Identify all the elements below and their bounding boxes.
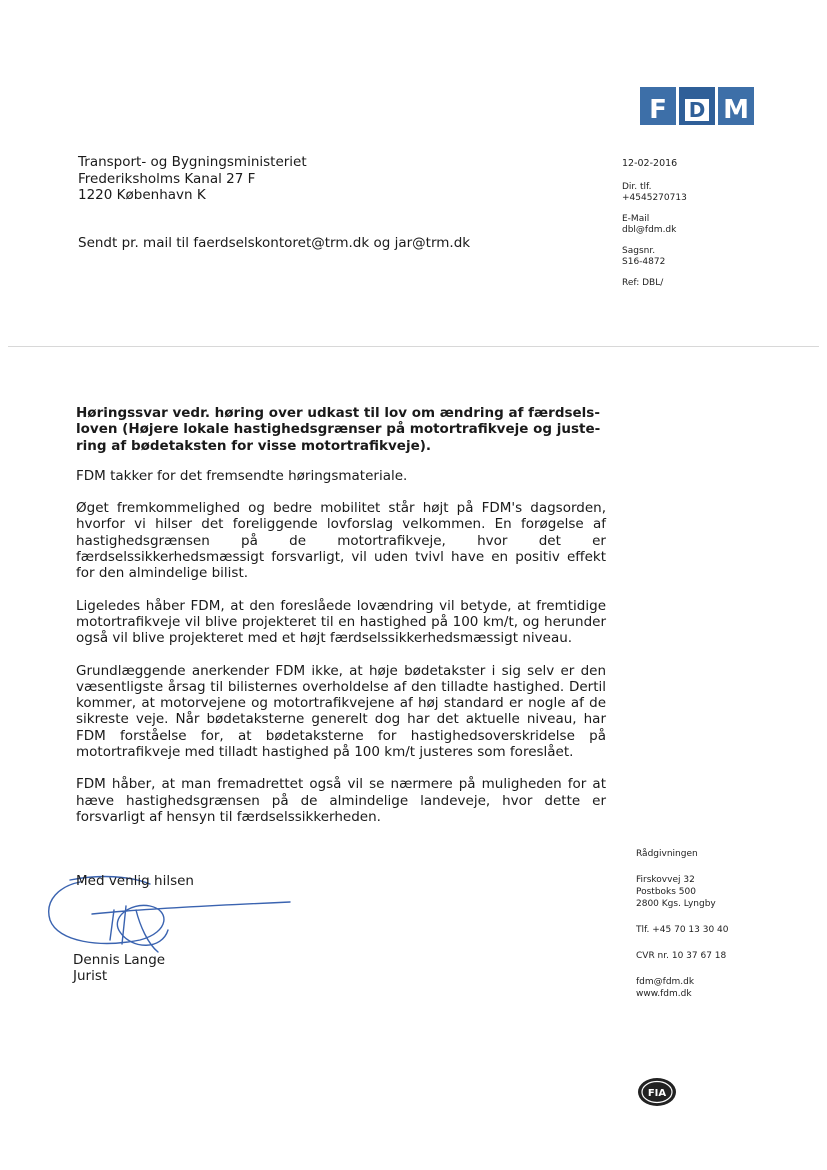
meta-phone-label: Dir. tlf. [622, 181, 652, 192]
footer-web: www.fdm.dk [636, 989, 692, 999]
recipient-line: Transport- og Bygningsministeriet [78, 154, 307, 170]
logo-tile-m: M [718, 87, 754, 125]
paragraph: Øget fremkommelighed og bedre mobilitet står højt på FDM's dagsorden, hvorfor vi hilser det foreliggende lovforslag velkommen. En forøgelse af hastighedsgrænsen på de motortrafikveje, hvor det er færdselssikkerhedsmæssigt forsvarligt, vil uden tvivl have en positiv effekt for den almindelige bilist. [76, 500, 606, 582]
letter-date: 12-02-2016 [622, 158, 678, 169]
fia-logo-text: FIA [647, 1088, 667, 1099]
signer-title: Jurist [73, 968, 108, 985]
footer-org: Rådgivningen [636, 849, 698, 859]
paragraph: Ligeledes håber FDM, at den foreslåede lovændring vil betyde, at fremtidige motortrafikveje vil blive projekteret til en hastighed på 100 km/t, og herunder også vil blive projekteret med et højt færdselssikkerhedsmæssigt niveau. [76, 597, 606, 647]
meta-email [622, 214, 687, 237]
recipient-address [78, 154, 307, 204]
meta-case [622, 246, 687, 269]
paragraph: FDM håber, at man fremadrettet også vil se nærmere på muligheden for at hæve hastighedsgrænsen på de almindelige landeveje, hvor dette er forsvarligt af hensyn til færdselssikkerheden. [76, 776, 606, 825]
sent-line: Sendt pr. mail til faerdselskontoret@trm.dk og jar@trm.dk [78, 235, 471, 251]
recipient-line: 1220 København K [78, 187, 206, 203]
fia-logo [636, 1076, 678, 1108]
divider [8, 346, 819, 347]
meta-ref: Ref: DBL/ [622, 277, 664, 288]
footer-email: fdm@fdm.dk [636, 977, 695, 987]
meta-case-value: S16-4872 [622, 257, 666, 267]
fdm-logo [640, 87, 754, 125]
meta-phone [622, 182, 687, 205]
paragraph: FDM takker for det fremsendte høringsmateriale. [76, 467, 408, 484]
signer-name: Dennis Lange [73, 952, 166, 968]
meta-phone-value: +4545270713 [622, 193, 687, 203]
footer-contact [636, 848, 728, 1000]
meta-email-label: E-Mail [622, 213, 650, 224]
footer-pobox: Postboks 500 [636, 887, 696, 897]
letter-heading: Høringssvar vedr. høring over udkast til lov om ændring af færdsels-loven (Højere lokale hastighedsgrænser på motortrafikveje og juste-ring af bødetaksten for visse motortrafikveje). [76, 405, 601, 454]
signer [73, 952, 165, 985]
footer-street: Firskovvej 32 [636, 875, 695, 885]
footer-tel: Tlf. +45 70 13 30 40 [636, 925, 729, 935]
logo-letter-d: D [685, 99, 709, 121]
meta-email-value: dbl@fdm.dk [622, 225, 677, 235]
paragraph: Grundlæggende anerkender FDM ikke, at høje bødetakster i sig selv er den væsentligste årsag til bilisternes overholdelse af den tilladte hastighed. Dertil kommer, at motorvejene og motortrafikvejene af høj standard er nogle af de sikreste veje. Når bødetaksterne generelt dog har det aktuelle niveau, har FDM forståelse for, at bødetaksterne for hastighedsoverskridelse på motortrafikveje med tilladt hastighed på 100 km/t justeres som foreslået. [76, 662, 606, 761]
letter-body [76, 405, 606, 841]
logo-tile-f: F [640, 87, 676, 125]
letter-meta [622, 158, 687, 298]
logo-tile-d [679, 87, 715, 125]
footer-city: 2800 Kgs. Lyngby [636, 899, 716, 909]
closing: Med venlig hilsen [76, 873, 194, 889]
footer-cvr: CVR nr. 10 37 67 18 [636, 951, 727, 961]
recipient-line: Frederiksholms Kanal 27 F [78, 170, 256, 187]
meta-case-label: Sagsnr. [622, 245, 656, 256]
